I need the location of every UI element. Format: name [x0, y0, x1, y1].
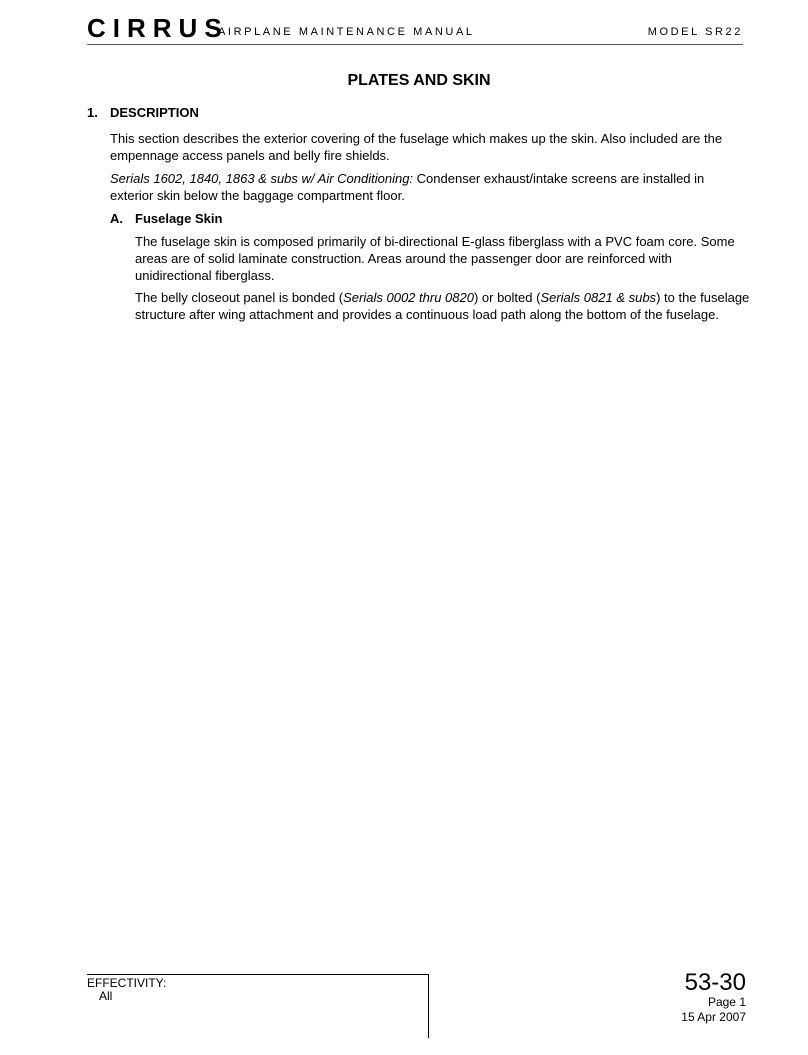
page-title: PLATES AND SKIN: [347, 72, 491, 89]
belly-text-c: ) to the fuselage structure after wing attachment and provides a continuous load path along the bottom of the fuselage.: [135, 290, 750, 322]
effectivity-box: [87, 974, 429, 1038]
page-header: [87, 14, 743, 45]
section-number: 1.: [87, 105, 98, 120]
section-heading-description: [87, 104, 199, 122]
brand-logo: CIRRUS: [87, 13, 229, 43]
effectivity-label: EFFECTIVITY:: [87, 976, 167, 990]
description-paragraph: This section describes the exterior covering of the fuselage which makes up the skin. Also included are the empennage access panels and belly fire shields.: [110, 131, 723, 163]
section-title: DESCRIPTION: [110, 105, 199, 120]
revision-date: 15 Apr 2007: [681, 1010, 746, 1024]
manual-title: AIRPLANE MAINTENANCE MANUAL: [218, 26, 475, 38]
subsection-letter: A.: [110, 211, 123, 226]
serials-note-text: Condenser exhaust/intake screens are installed in exterior skin below the baggage compartment floor.: [110, 171, 705, 203]
subsection-title: Fuselage Skin: [135, 211, 223, 226]
belly-serials-bolted: Serials 0821 & subs: [540, 290, 657, 305]
air-conditioning-note: [110, 170, 750, 204]
chapter-number: 53-30: [684, 969, 746, 996]
page-number: Page 1: [707, 995, 746, 1009]
belly-text-a: The belly closeout panel is bonded (: [135, 290, 344, 305]
belly-closeout-paragraph: [135, 289, 750, 323]
fuselage-skin-paragraph: The fuselage skin is composed primarily of bi-directional E-glass fiberglass with a PVC foam core. Some areas are of solid laminate construction. Areas around the passenger door are reinforced with unidirectional fiberglass.: [135, 234, 735, 283]
belly-serials-bonded: Serials 0002 thru 0820: [343, 290, 474, 305]
effectivity-value: All: [99, 989, 113, 1003]
serials-note-italic: Serials 1602, 1840, 1863 & subs w/ Air Conditioning:: [110, 171, 414, 186]
model-designation: MODEL SR22: [647, 26, 743, 38]
belly-text-b: ) or bolted (: [473, 290, 541, 305]
subsection-heading-fuselage-skin: [110, 210, 222, 228]
